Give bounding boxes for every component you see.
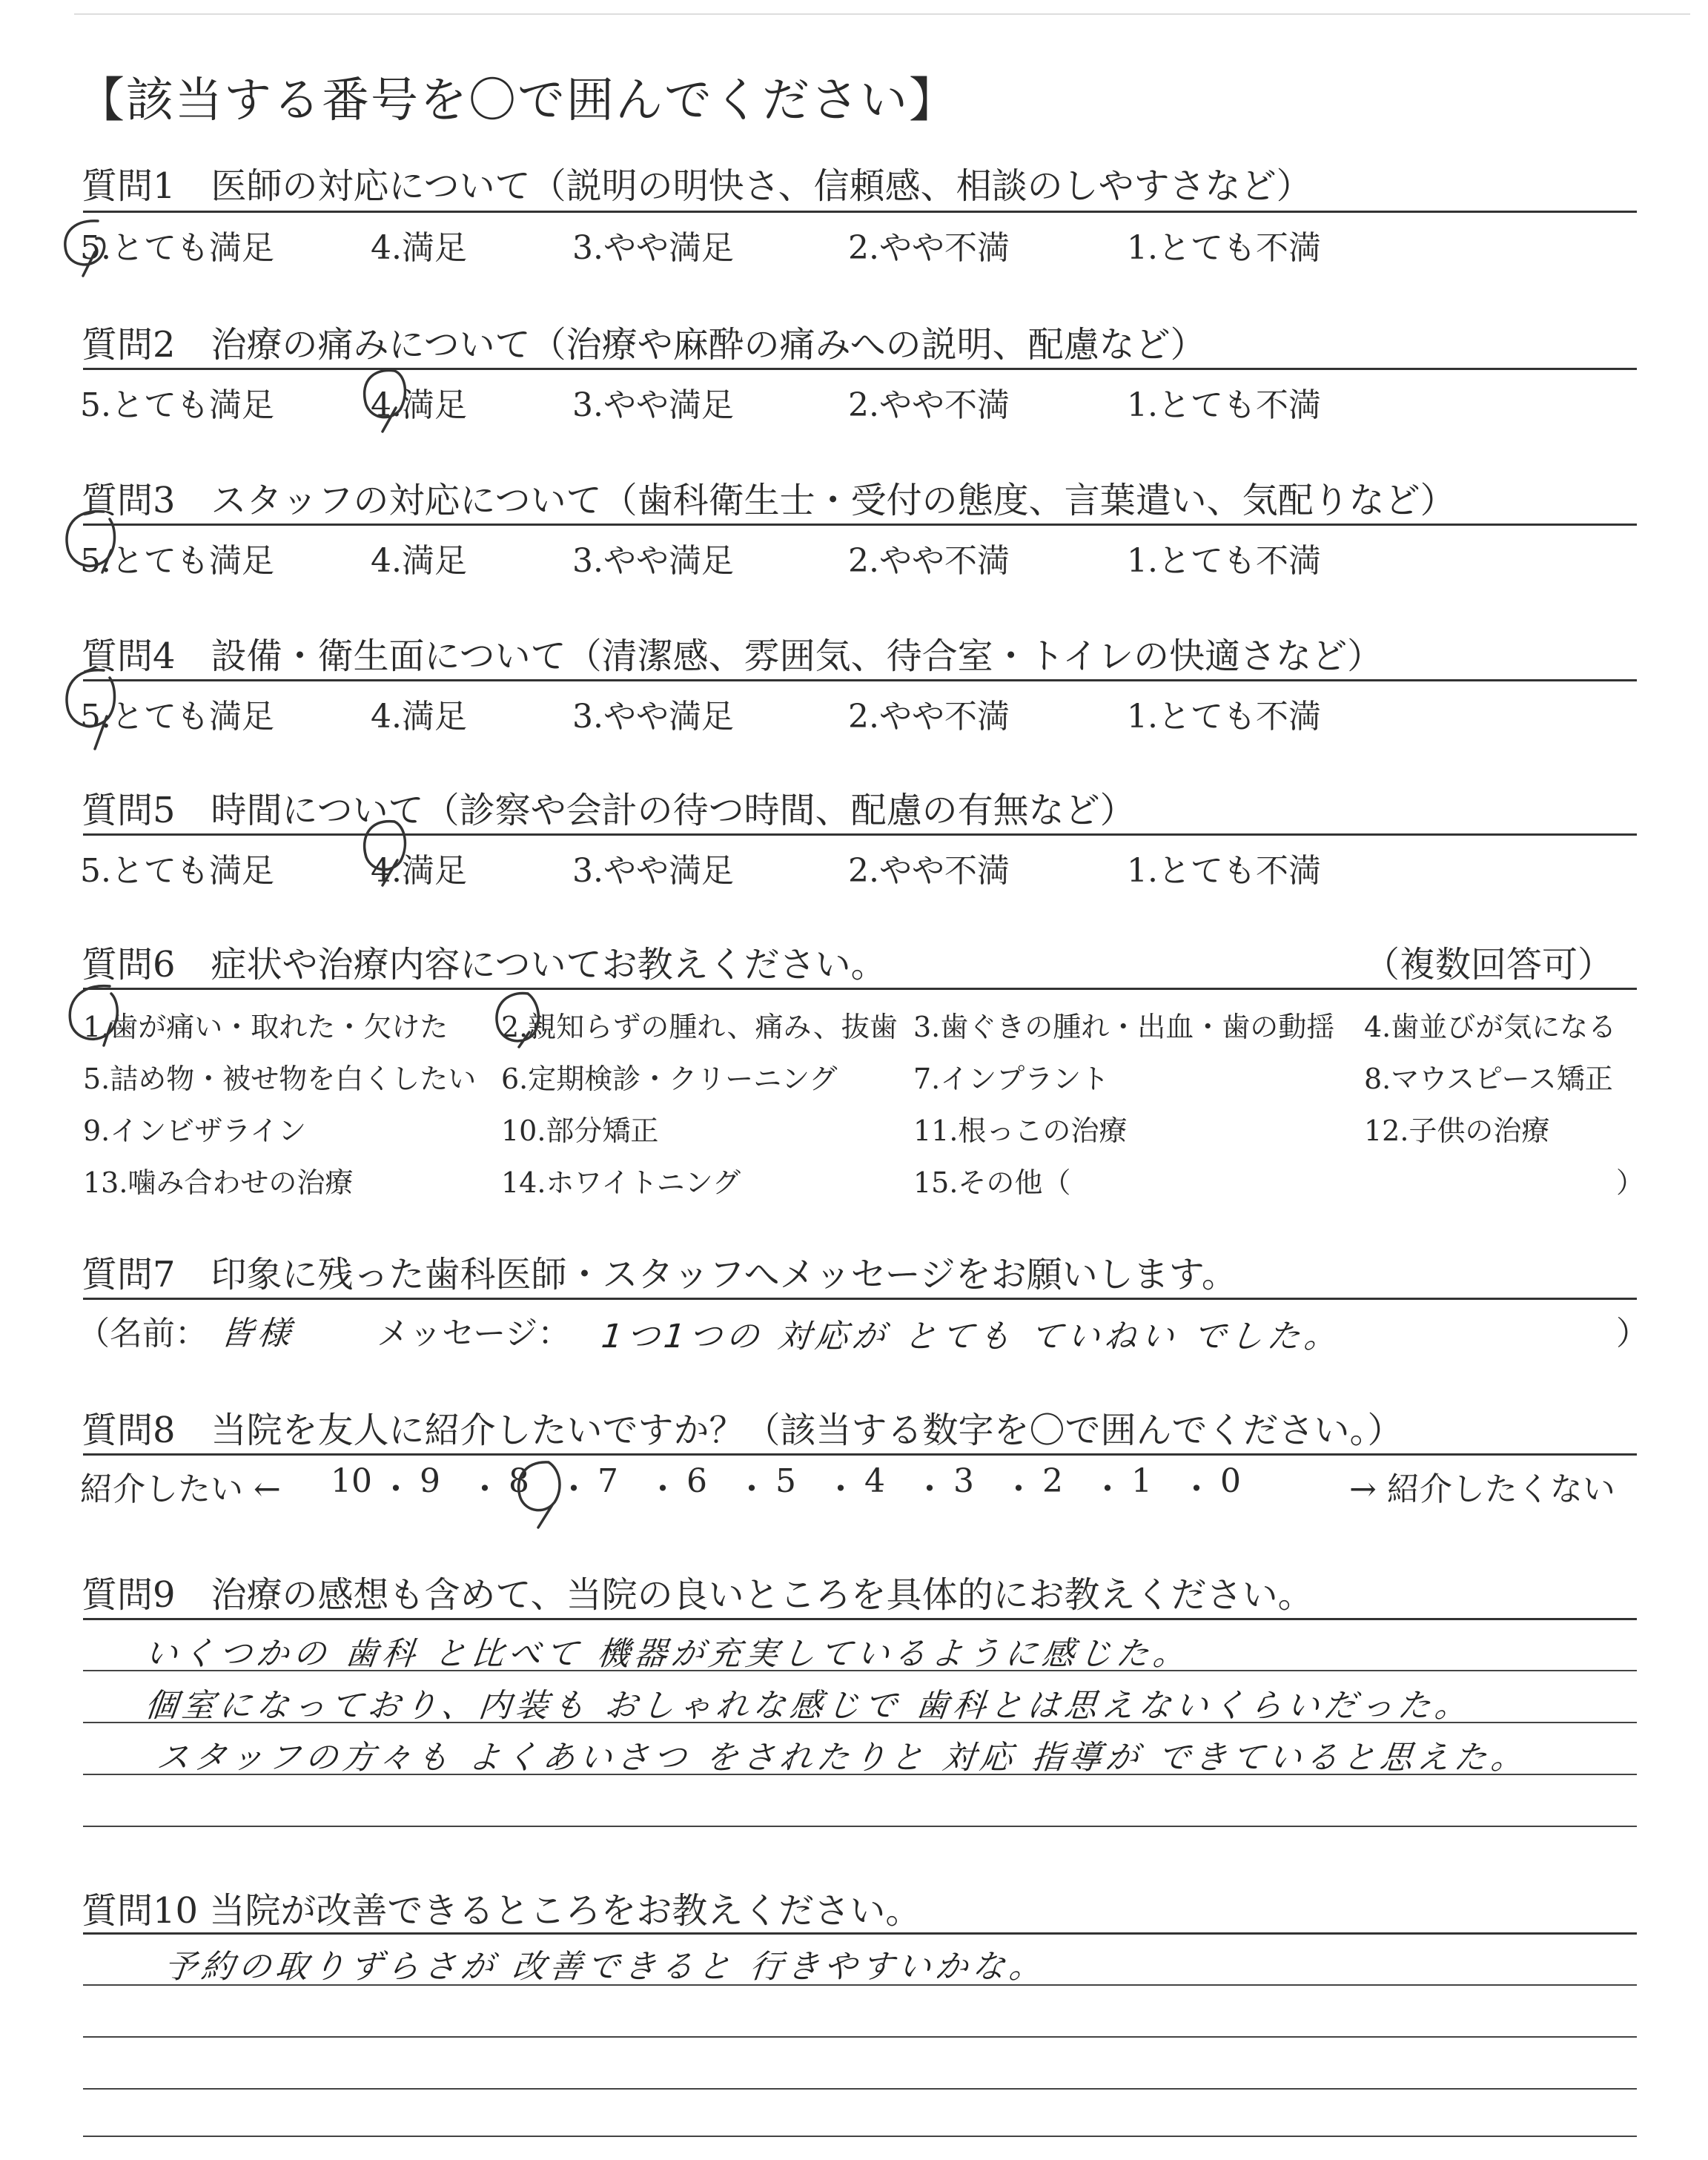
q4-option-4[interactable]: 4.満足 (371, 698, 467, 736)
q8-score-6[interactable]: 6 (686, 1462, 707, 1500)
q8-right-label: → 紹介したくない (1349, 1470, 1615, 1508)
q6-option-2-selection-circle (497, 994, 538, 1047)
q8-score-2[interactable]: 2 (1042, 1462, 1063, 1500)
q8-selection-circle (519, 1462, 560, 1527)
q8-score-8[interactable]: 8 (509, 1462, 529, 1500)
q8-score-1[interactable]: 1 (1131, 1462, 1152, 1500)
q6-option-3[interactable]: 3.歯ぐきの腫れ・出血・歯の動揺 (913, 1011, 1335, 1043)
q6-option-14[interactable]: 14.ホワイトニング (501, 1166, 741, 1199)
q6-option-11[interactable]: 11.根っこの治療 (913, 1114, 1128, 1147)
q7-message-value[interactable]: 1つ1つの 対応が とても ていねい でした。 (599, 1318, 1344, 1355)
question-1-title: 質問1 医師の対応について（説明の明快さ、信頼感、相談のしやすさなど） (82, 165, 1312, 207)
question-7-title: 質問7 印象に残った歯科医師・スタッフへメッセージをお願いします。 (82, 1254, 1237, 1295)
q8-score-3[interactable]: 3 (953, 1462, 974, 1500)
q3-option-5[interactable]: 5.とても満足 (80, 542, 274, 580)
question-2-title: 質問2 治療の痛みについて（治療や麻酔の痛みへの説明、配慮など） (82, 324, 1206, 366)
q9-answer-line-3[interactable]: スタッフの方々も よくあいさつ をされたりと 対応 指導が できていると思えた。 (154, 1739, 1531, 1777)
q3-option-3[interactable]: 3.やや満足 (572, 542, 734, 580)
q3-option-1[interactable]: 1.とても不満 (1127, 542, 1321, 580)
q3-selection-circle (67, 512, 115, 572)
instruction-header: 【該当する番号を〇で囲んでください】 (77, 73, 958, 128)
q6-option-2[interactable]: 2.親知らずの腫れ、痛み、抜歯 (501, 1011, 898, 1043)
q1-option-1[interactable]: 1.とても不満 (1127, 229, 1321, 267)
q7-message-label: メッセージ： (377, 1315, 571, 1353)
q6-option-7[interactable]: 7.インプラント (913, 1063, 1110, 1095)
q6-option-8[interactable]: 8.マウスピース矯正 (1364, 1063, 1613, 1095)
q8-score-4[interactable]: 4 (864, 1462, 885, 1500)
q8-score-5[interactable]: 5 (775, 1462, 796, 1500)
q4-selection-circle (67, 670, 115, 749)
q8-separator-dot: ・ (646, 1470, 679, 1508)
q6-option-10[interactable]: 10.部分矯正 (501, 1114, 659, 1147)
q7-close-paren: ） (1616, 1315, 1649, 1353)
q8-separator-dot: ・ (380, 1470, 412, 1508)
question-3-title: 質問3 スタッフの対応について（歯科衛生士・受付の態度、言葉遣い、気配りなど） (82, 480, 1456, 521)
q1-option-3[interactable]: 3.やや満足 (572, 229, 734, 267)
q2-option-2[interactable]: 2.やや不満 (848, 386, 1010, 424)
q8-separator-dot: ・ (913, 1470, 946, 1508)
q5-option-5[interactable]: 5.とても満足 (80, 852, 274, 890)
q6-option-15-close: ） (1616, 1166, 1645, 1199)
q8-left-label: 紹介したい ← (80, 1470, 281, 1508)
q2-option-5[interactable]: 5.とても満足 (80, 386, 274, 424)
q6-option-6[interactable]: 6.定期検診・クリーニング (501, 1063, 838, 1095)
q2-selection-circle (365, 371, 406, 432)
q8-score-10[interactable]: 10 (331, 1462, 372, 1500)
q1-option-5[interactable]: 5.とても満足 (80, 229, 274, 267)
question-5-title: 質問5 時間について（診察や会計の待つ時間、配慮の有無など） (82, 790, 1136, 831)
q8-separator-dot: ・ (1091, 1470, 1124, 1508)
question-6-title: 質問6 症状や治療内容についてお教えください。 (82, 944, 887, 985)
q8-score-0[interactable]: 0 (1220, 1462, 1241, 1500)
q2-option-1[interactable]: 1.とても不満 (1127, 386, 1321, 424)
q6-option-13[interactable]: 13.噛み合わせの治療 (83, 1166, 354, 1199)
q4-option-3[interactable]: 3.やや満足 (572, 698, 734, 736)
q5-selection-circle (365, 822, 406, 885)
q8-score-7[interactable]: 7 (598, 1462, 618, 1500)
q4-option-1[interactable]: 1.とても不満 (1127, 698, 1321, 736)
q2-option-3[interactable]: 3.やや満足 (572, 386, 734, 424)
q8-separator-dot: ・ (824, 1470, 857, 1508)
q8-separator-dot: ・ (1180, 1470, 1213, 1508)
q1-selection-circle (65, 221, 105, 276)
q1-option-4[interactable]: 4.満足 (371, 229, 467, 267)
q8-score-9[interactable]: 9 (420, 1462, 440, 1500)
q4-option-5[interactable]: 5.とても満足 (80, 698, 274, 736)
q6-option-5[interactable]: 5.詰め物・被せ物を白くしたい (83, 1063, 477, 1095)
q2-option-4[interactable]: 4.満足 (371, 386, 467, 424)
q8-separator-dot: ・ (1002, 1470, 1035, 1508)
q5-option-2[interactable]: 2.やや不満 (848, 852, 1010, 890)
q9-answer-line-2[interactable]: 個室になっており、内装も おしゃれな感じで 歯科とは思えないくらいだった。 (142, 1687, 1474, 1725)
q3-option-2[interactable]: 2.やや不満 (848, 542, 1010, 580)
q6-option-1-selection-circle (70, 986, 117, 1046)
q8-separator-dot: ・ (557, 1470, 590, 1508)
q7-name-label: （名前： (77, 1315, 208, 1353)
q7-name-value[interactable]: 皆様 (218, 1315, 297, 1353)
q5-option-3[interactable]: 3.やや満足 (572, 852, 734, 890)
question-9-title: 質問9 治療の感想も含めて、当院の良いところを具体的にお教えください。 (82, 1574, 1314, 1616)
question-6-note: （複数回答可） (1364, 944, 1614, 985)
q5-option-4[interactable]: 4.満足 (371, 852, 467, 890)
q6-option-4[interactable]: 4.歯並びが気になる (1364, 1011, 1617, 1043)
question-8-title: 質問8 当院を友人に紹介したいですか？（該当する数字を〇で囲んでください。） (82, 1410, 1403, 1451)
question-10-title: 質問10 当院が改善できるところをお教えください。 (82, 1890, 921, 1932)
q8-separator-dot: ・ (469, 1470, 501, 1508)
q6-option-12[interactable]: 12.子供の治療 (1364, 1114, 1550, 1147)
question-4-title: 質問4 設備・衛生面について（清潔感、雰囲気、待合室・トイレの快適さなど） (82, 635, 1383, 677)
q5-option-1[interactable]: 1.とても不満 (1127, 852, 1321, 890)
q4-option-2[interactable]: 2.やや不満 (848, 698, 1010, 736)
q9-answer-line-1[interactable]: いくつかの 歯科 と比べて 機器が充実しているように感じた。 (142, 1635, 1193, 1673)
q6-option-15[interactable]: 15.その他（ (913, 1166, 1071, 1199)
q6-option-9[interactable]: 9.インビザライン (83, 1114, 307, 1147)
q8-separator-dot: ・ (735, 1470, 768, 1508)
q3-option-4[interactable]: 4.満足 (371, 542, 467, 580)
q1-option-2[interactable]: 2.やや不満 (848, 229, 1010, 267)
q10-answer-line-1[interactable]: 予約の取りずらさが 改善できると 行きやすいかな。 (162, 1948, 1049, 1986)
q6-option-1[interactable]: 1.歯が痛い・取れた・欠けた (83, 1011, 448, 1043)
